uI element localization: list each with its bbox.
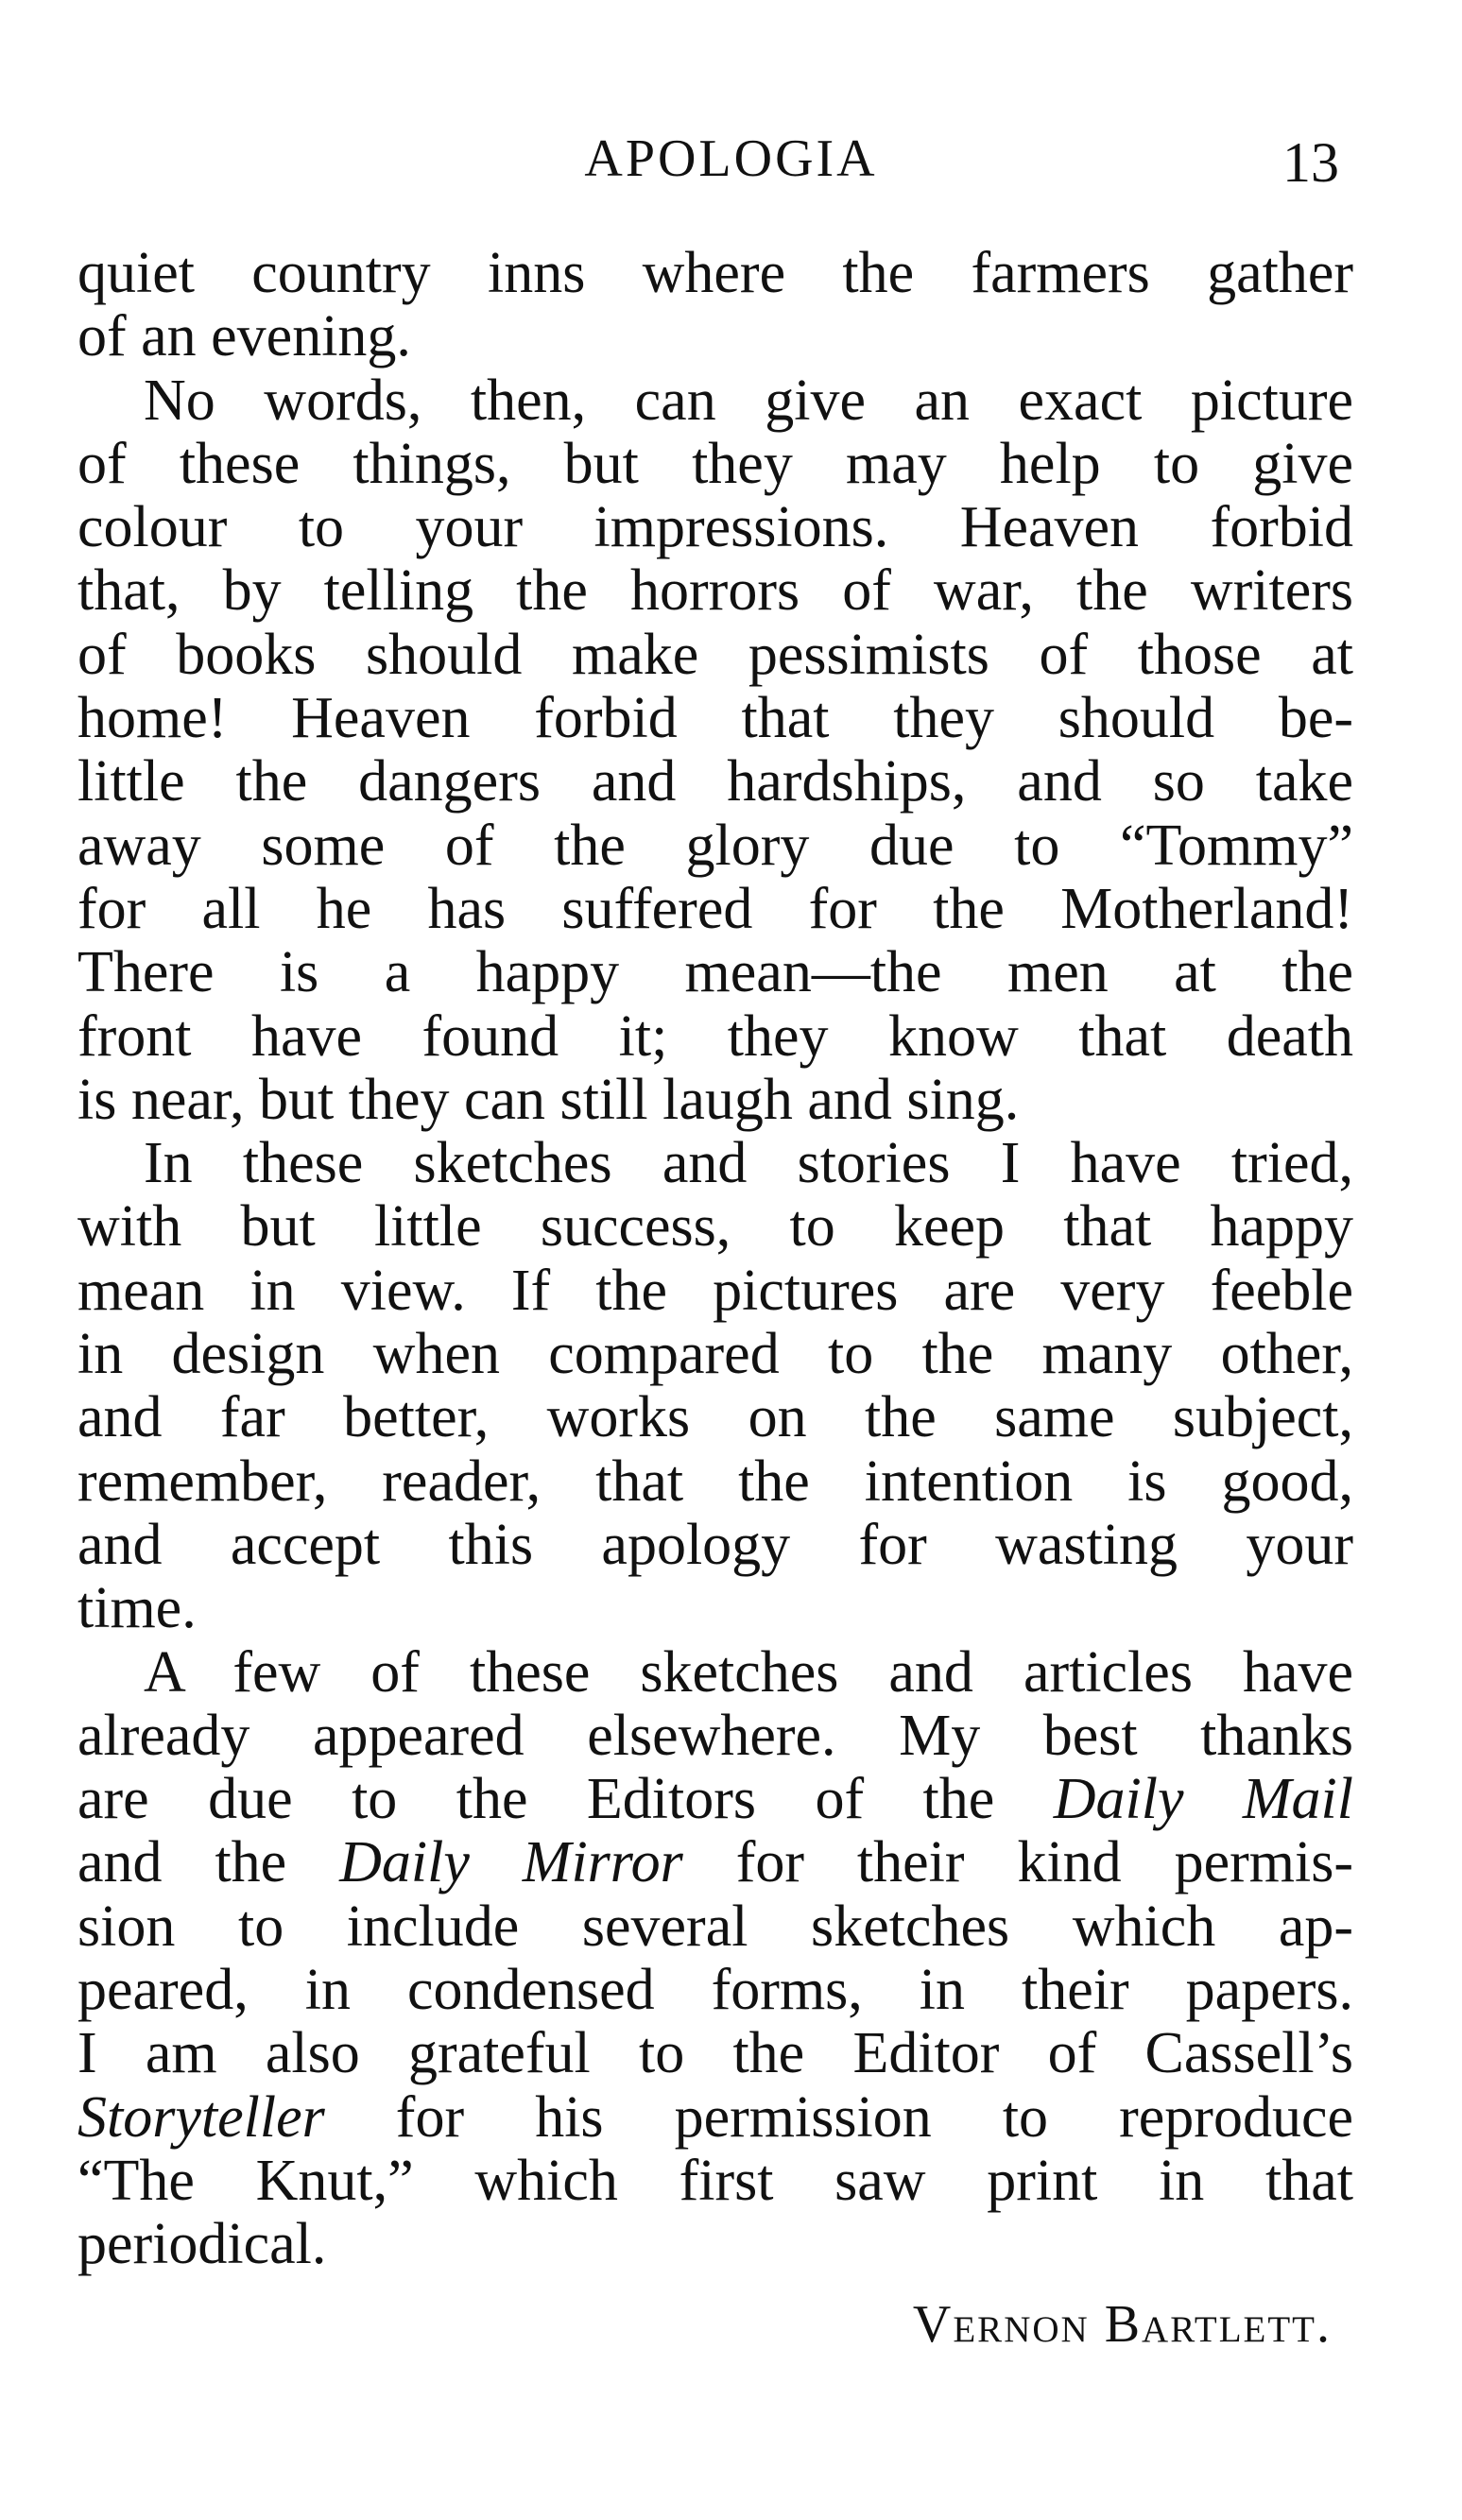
text-line: with but little success, to keep that happy [77,1194,1353,1260]
text-line: for all he has suffered for the Motherland! [77,876,1353,941]
running-head [0,121,1462,197]
text-line: front have found it; they know that death [77,1003,1353,1069]
text-line: peared, in condensed forms, in their papers. [77,1958,1353,2023]
text-line: colour to your impressions. Heaven forbid [77,495,1353,560]
text-line: home! Heaven forbid that they should be- [77,686,1353,751]
text-line: mean in view. If the pictures are very feeble [77,1258,1353,1323]
text-line: of these things, but they may help to give [77,431,1353,496]
text-line: Storyteller for his permission to reproduce [77,2084,1353,2150]
text-line: and the Daily Mirror for their kind permis- [77,1830,1354,1895]
text-line: is near, but they can still laugh and sing. [77,1067,1020,1132]
text-line: remember, reader, that the intention is good, [77,1449,1353,1514]
author-signature: Vernon Bartlett. [912,2295,1332,2354]
text-line: periodical. [77,2212,327,2277]
paragraph-3 [77,1132,1353,1640]
text-line: In these sketches and stories I have tried, [144,1131,1353,1196]
body-text [77,242,1353,2277]
text-line: “The Knut,” which first saw print in that [77,2148,1353,2213]
running-title: APOLOGIA [584,129,878,188]
text-line: quiet country inns where the farmers gather [77,241,1353,305]
text-line: and far better, works on the same subject, [77,1385,1353,1450]
text-line: I am also grateful to the Editor of Cassell’s [77,2021,1353,2086]
paragraph-4 [77,1641,1353,2277]
text-line: There is a happy mean—the men at the [77,940,1353,1005]
text-line: of an evening. [77,304,411,369]
text-line: A few of these sketches and articles have [144,1639,1353,1705]
text-line: time. [77,1576,197,1641]
text-line: and accept this apology for wasting your [77,1512,1353,1577]
text-line: sion to include several sketches which ap- [77,1894,1353,1959]
text-line: away some of the glory due to “Tommy” [77,813,1353,878]
text-line: No words, then, can give an exact picture [144,368,1353,433]
paragraph-2 [77,369,1353,1133]
text-line: that, by telling the horrors of war, the writers [77,558,1353,624]
text-line: already appeared elsewhere. My best thanks [77,1703,1353,1768]
text-line: in design when compared to the many other, [77,1322,1353,1387]
text-line: are due to the Editors of the Daily Mail [77,1767,1353,1832]
text-line: of books should make pessimists of those at [77,622,1353,687]
page-number: 13 [1282,131,1339,194]
paragraph-1 [77,242,1353,369]
text-line: little the dangers and hardships, and so take [77,749,1353,814]
